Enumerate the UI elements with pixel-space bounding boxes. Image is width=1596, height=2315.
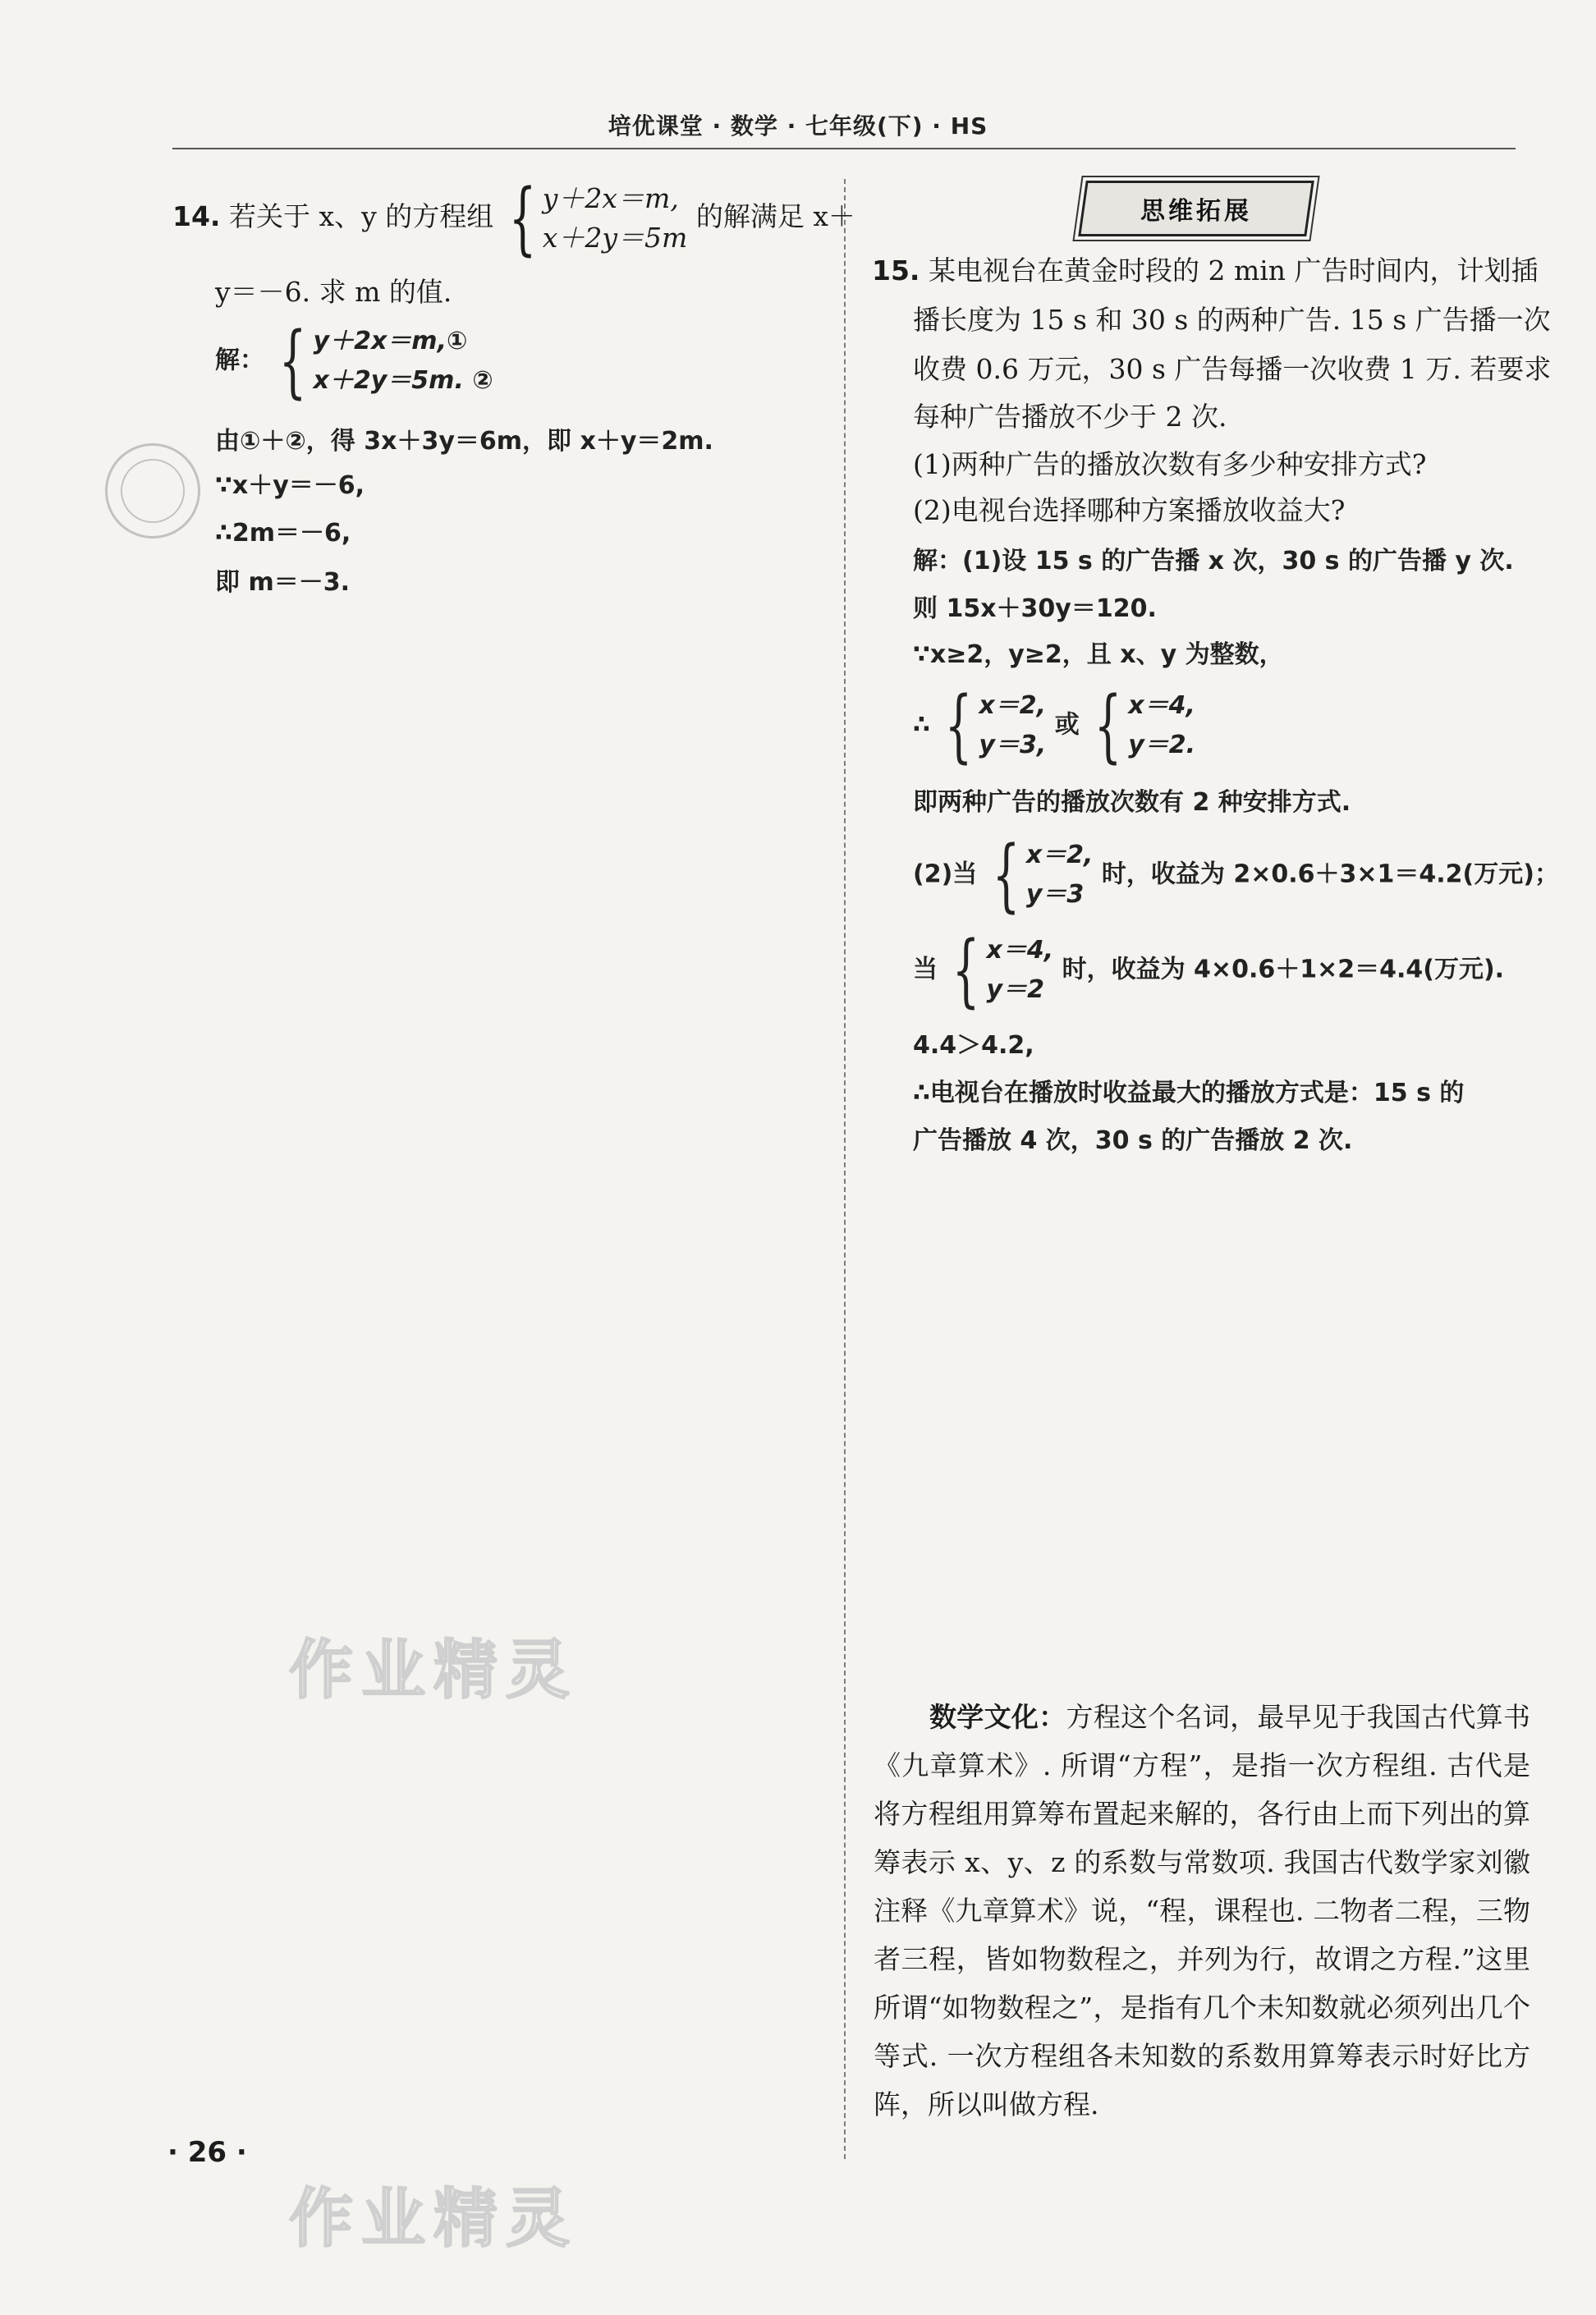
q15-part-1: (1)两种广告的播放次数有多少种安排方式? (913, 448, 1427, 480)
therefore-symbol: ∴ (913, 710, 930, 740)
q15-case-2-system (946, 924, 1054, 1016)
q15-answer-8: 4.4＞4.2, (913, 1031, 1034, 1060)
brace-icon: { (1094, 680, 1122, 772)
q14-solution-label: 解： (215, 346, 264, 375)
q15-solution-system-a (938, 680, 1047, 772)
q15-answer-6-suffix: 时，收益为 2×0.6＋3×1＝4.2(万元)； (1101, 860, 1559, 889)
q15-answer-1: 解：(1)设 15 s 的广告播 x 次，30 s 的广告播 y 次. (913, 547, 1514, 575)
q15-answer-4-row (913, 680, 1196, 772)
q15-system-a-line-1: x＝2, (979, 691, 1047, 720)
brace-icon: { (279, 315, 307, 407)
q15-answer-7-row (913, 924, 1505, 1016)
q14-solution-line-6: 即 m＝－3. (215, 568, 350, 597)
q14-equation-system (502, 172, 688, 264)
q15-system-a-line-2: y＝3, (979, 731, 1047, 759)
q15-answer-2: 则 15x＋30y＝120. (913, 594, 1157, 623)
brace-icon: { (945, 680, 973, 772)
q15-system-b-line-1: x＝4, (1128, 691, 1195, 720)
q15-answer-6-prefix: (2)当 (913, 860, 978, 889)
q15-stem-line-1 (872, 253, 1539, 289)
q15-stem-1: 某电视台在黄金时段的 2 min 广告时间内，计划插 (928, 254, 1539, 287)
q14-system-line-1: y＋2x＝m, (542, 182, 679, 214)
brace-icon: { (952, 924, 980, 1016)
math-culture-text: 方程这个名词，最早见于我国古代算书《九章算术》. 所谓“方程”，是指一次方程组. 古代是将方程组用算筹布置起来解的，各行由上而下列出的算筹表示 x、y、z 的系数与常数项. 我国古代数学家刘徽注释《九章算术》说，“程，课程也. 二物者二程，三物者三程，皆如物数程之，并列为行，故谓之方程.”这里所谓“如物数程之”，是指有几个未知数就必须列出几个等式. 一次方程组各未知数的系数用算筹表示时好比方阵，所以叫做方程. (874, 1701, 1531, 2120)
q15-case-2-line-2: y＝2 (986, 975, 1044, 1004)
q15-stem-line-4: 每种广告播放不少于 2 次. (913, 401, 1227, 433)
section-banner (1078, 181, 1314, 236)
stamp-seal (93, 431, 213, 551)
q14-solution-line-3: 由①＋②，得 3x＋3y＝6m，即 x＋y＝2m. (215, 427, 713, 456)
header-rule (172, 148, 1516, 149)
q14-number: 14. (172, 200, 221, 232)
q14-solution-line-2: x＋2y＝5m. ② (313, 366, 493, 395)
q15-answer-7-suffix: 时，收益为 4×0.6＋1×2＝4.4(万元). (1062, 955, 1505, 984)
q15-or-word: 或 (1054, 710, 1080, 740)
math-culture-paragraph (874, 1693, 1530, 2129)
q15-case-1-system (986, 829, 1094, 921)
column-divider (844, 179, 846, 2159)
q14-stem-c: y＝－6. 求 m 的值. (215, 276, 452, 308)
q15-case-2-line-1: x＝4, (986, 936, 1054, 965)
math-culture-label: 数学文化： (929, 1701, 1066, 1733)
q15-answer-7-prefix: 当 (913, 955, 938, 984)
q14-system-line-2: x＋2y＝5m (542, 222, 688, 254)
q14-stem-row (172, 172, 855, 264)
q15-part-2: (2)电视台选择哪种方案播放收益大? (913, 494, 1346, 526)
q15-solution-system-b (1088, 680, 1196, 772)
q15-case-1-line-1: x＝2, (1025, 841, 1094, 869)
q15-answer-10: 广告播放 4 次，30 s 的广告播放 2 次. (913, 1126, 1353, 1155)
page-header: 培优课堂 · 数学 · 七年级(下) · HS (608, 112, 988, 140)
brace-icon: { (508, 172, 537, 264)
q14-solution-line-5: ∴2m＝－6, (215, 519, 351, 548)
q14-solution-line-4: ∵x＋y＝－6, (215, 471, 365, 500)
q15-answer-9: ∴电视台在播放时收益最大的播放方式是：15 s 的 (913, 1079, 1465, 1107)
q15-case-1-line-2: y＝3 (1025, 880, 1085, 909)
section-banner-label: 思维拓展 (1140, 197, 1252, 226)
q15-stem-line-2: 播长度为 15 s 和 30 s 的两种广告. 15 s 广告播一次 (913, 304, 1551, 336)
q15-answer-3: ∵x≥2，y≥2，且 x、y 为整数， (913, 640, 1284, 669)
q14-solution-line-1: y＋2x＝m,① (313, 327, 468, 355)
q15-system-b-line-2: y＝2. (1128, 731, 1196, 759)
brace-icon: { (992, 829, 1020, 921)
q15-answer-6-row (913, 829, 1559, 921)
q15-answer-5: 即两种广告的播放次数有 2 种安排方式. (913, 788, 1351, 817)
page-number: · 26 · (167, 2136, 247, 2169)
watermark-text: 作业精灵 (289, 2182, 579, 2256)
q14-stem-b: 的解满足 x＋ (695, 200, 855, 232)
q14-solution-system (273, 315, 493, 407)
q14-stem-a: 若关于 x、y 的方程组 (228, 200, 494, 232)
watermark-text: 作业精灵 (289, 1634, 579, 1708)
q15-stem-line-3: 收费 0.6 万元，30 s 广告每播一次收费 1 万. 若要求 (913, 353, 1552, 385)
q15-number: 15. (872, 254, 920, 287)
q14-solution-system-row (215, 315, 493, 407)
